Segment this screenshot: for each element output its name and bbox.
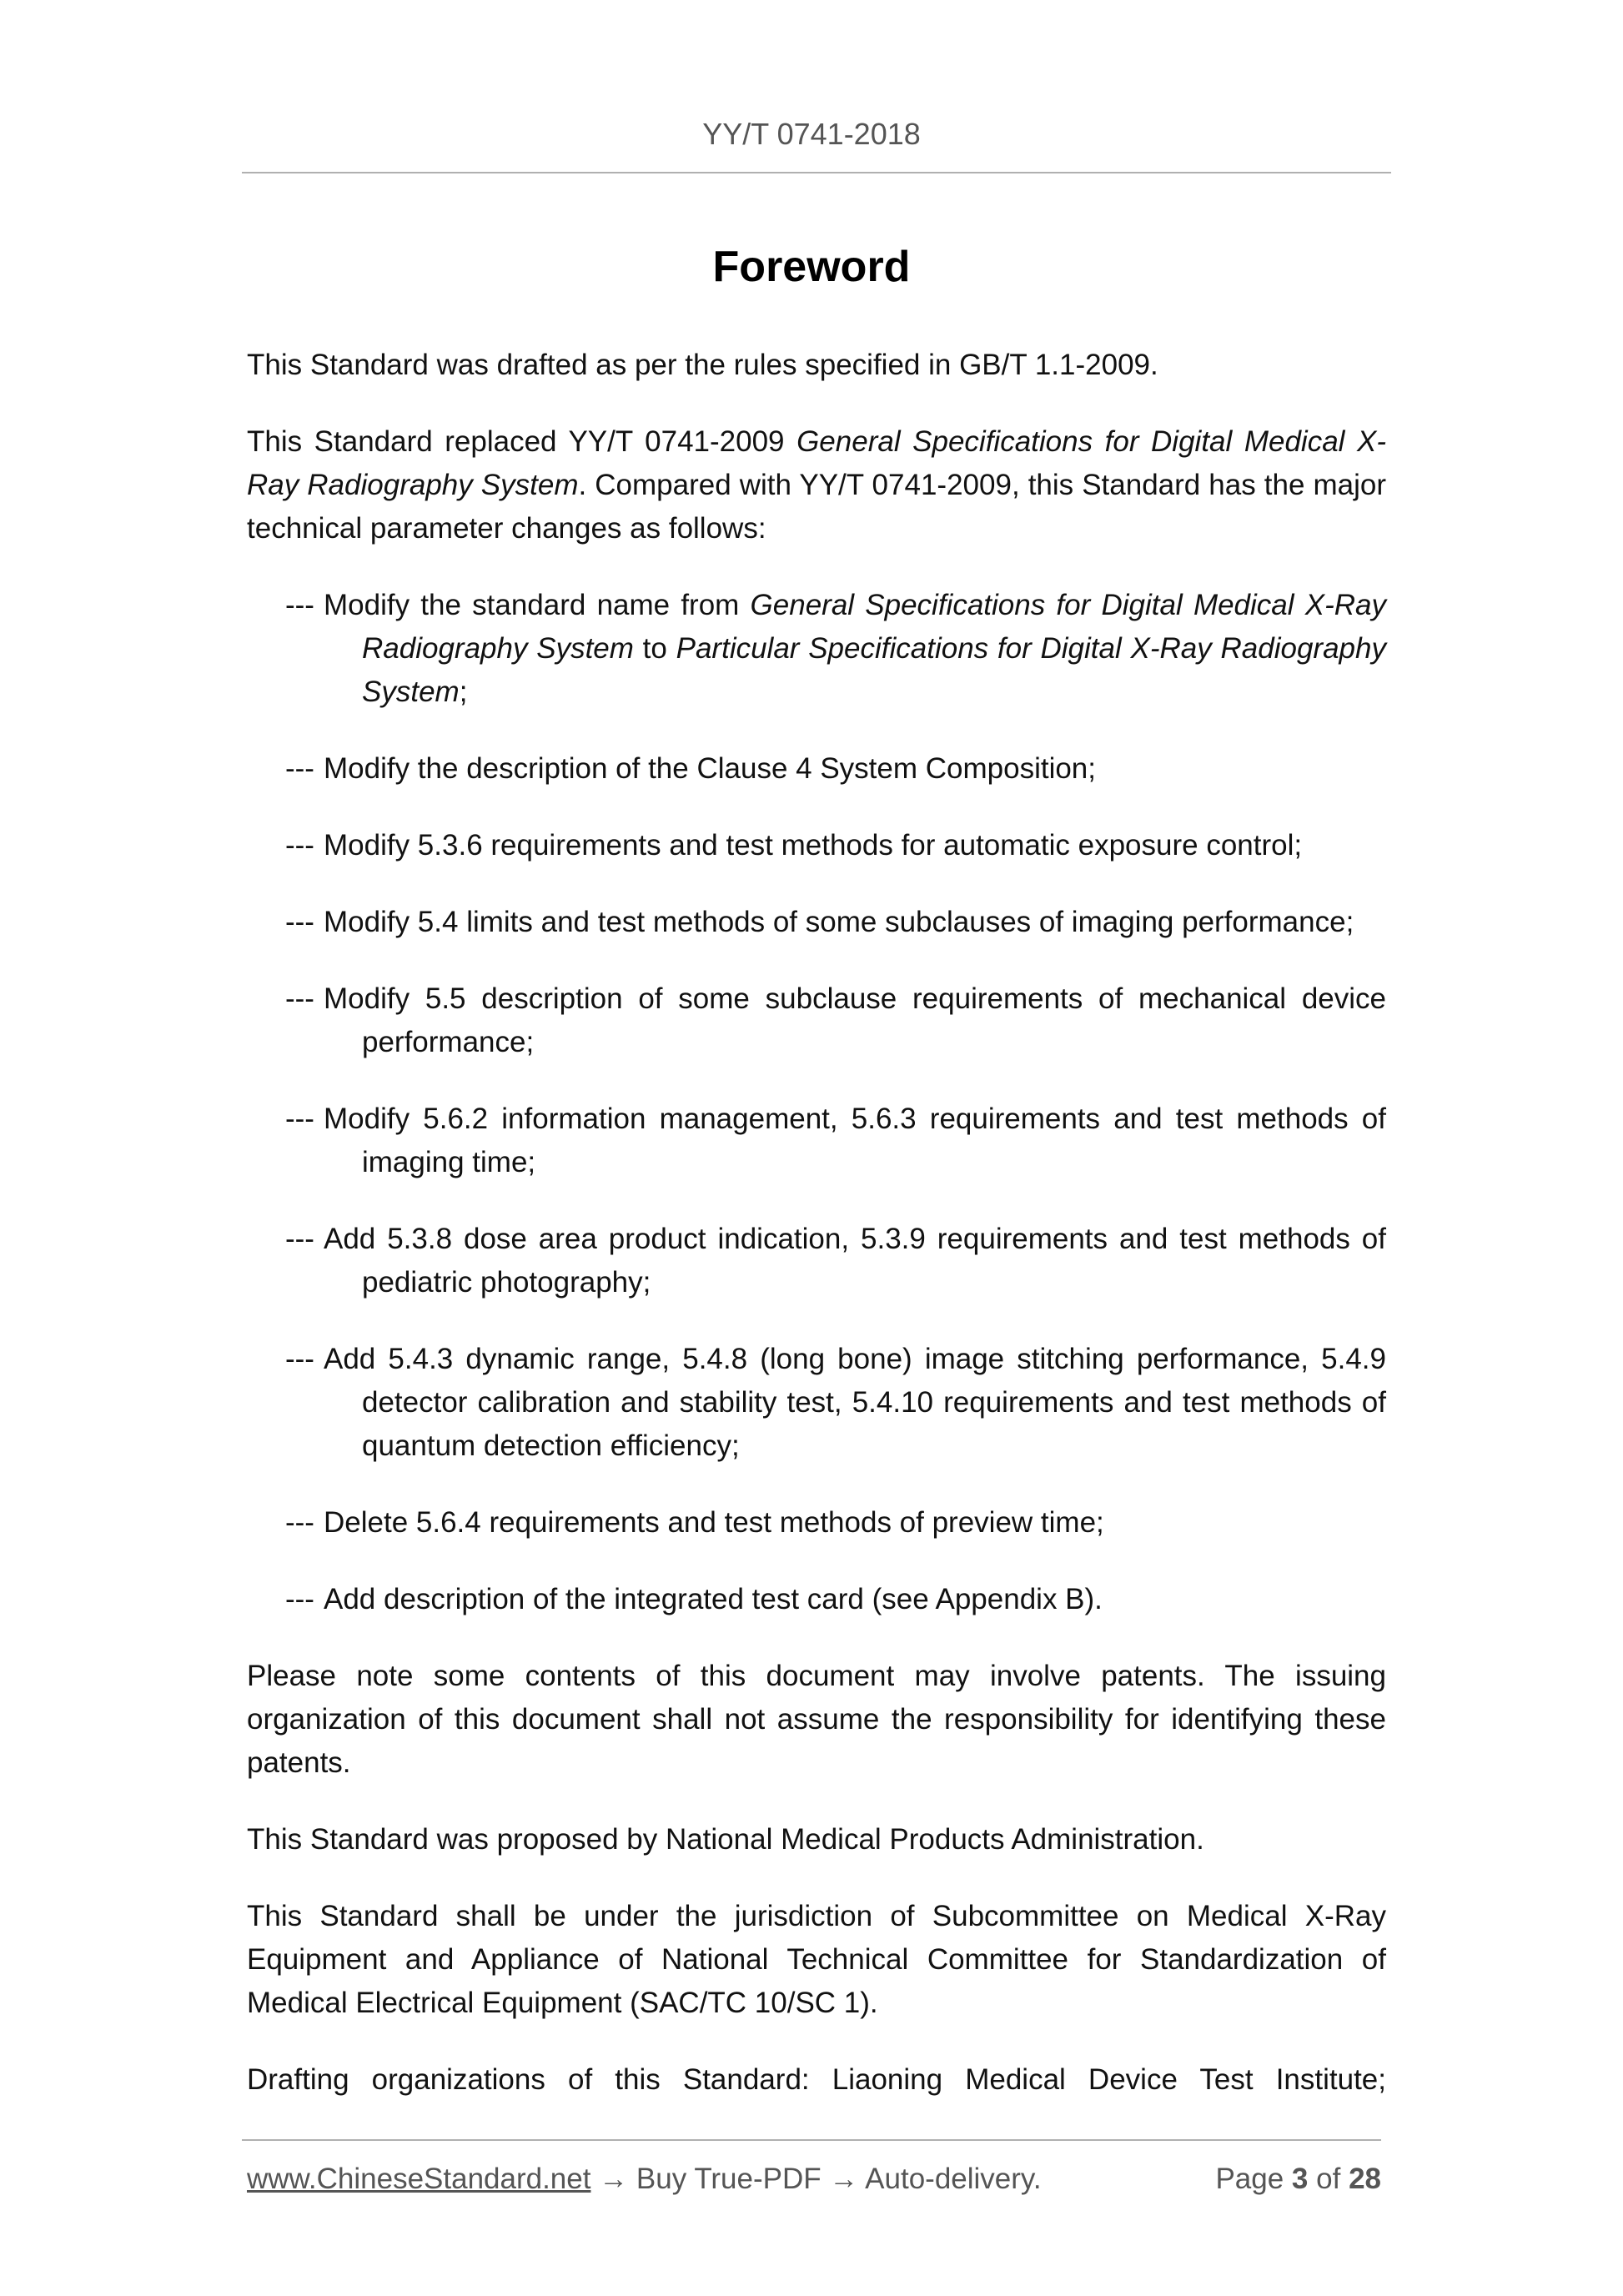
paragraph-proposed-by — [247, 1818, 1386, 1861]
paragraph-replaced-standard — [247, 420, 1386, 550]
footer-divider — [242, 2139, 1381, 2141]
dash-marker: --- — [285, 1506, 314, 1539]
list-item — [285, 901, 1386, 944]
paragraph-jurisdiction — [247, 1895, 1386, 2025]
list-item-text: Add 5.3.8 dose area product indication, 5.3.9 requirements and test methods of pediatric photography; — [324, 1223, 1386, 1299]
document-code-header: YY/T 0741-2018 — [702, 117, 921, 151]
paragraph-patents-notice — [247, 1655, 1386, 1785]
standard-title-italic: General Specifications for Digital Medical X-Ray Radiography System — [247, 425, 1386, 501]
list-item — [285, 1218, 1386, 1304]
paragraph-text: This Standard replaced YY/T 0741-2009 — [247, 425, 797, 458]
paragraph-text: Drafting organizations of this Standard: Liaoning Medical Device Test Institute; — [247, 2063, 1386, 2096]
paragraph-text: This Standard was drafted as per the rules specified in GB/T 1.1-2009. — [247, 349, 1158, 381]
list-item — [285, 824, 1386, 867]
list-item — [285, 1098, 1386, 1184]
old-standard-name: General Specifications for Digital Medical X-Ray Radiography System — [362, 589, 1386, 665]
list-item — [285, 1578, 1386, 1621]
page-total: 28 — [1349, 2163, 1381, 2195]
dash-marker: --- — [285, 1583, 314, 1615]
dash-marker: --- — [285, 829, 314, 862]
list-item-text: Add description of the integrated test card (see Appendix B). — [324, 1583, 1103, 1615]
list-item — [285, 1501, 1386, 1545]
list-item — [285, 584, 1386, 714]
paragraph-drafting-rules — [247, 344, 1386, 387]
page-current: 3 — [1291, 2163, 1309, 2195]
list-item-text: Modify 5.3.6 requirements and test methods for automatic exposure control; — [324, 829, 1303, 862]
page-of: of — [1316, 2163, 1341, 2195]
paragraph-text: This Standard was proposed by National Medical Products Administration. — [247, 1823, 1204, 1856]
header-divider — [242, 172, 1391, 173]
list-item-text: Delete 5.6.4 requirements and test methods of preview time; — [324, 1506, 1104, 1539]
list-item — [285, 747, 1386, 791]
page-label: Page — [1215, 2163, 1284, 2195]
list-item-text: Modify 5.5 description of some subclause requirements of mechanical device performance; — [324, 982, 1386, 1058]
page-title: Foreword — [712, 243, 911, 291]
dash-marker: --- — [285, 1103, 314, 1135]
list-item-text: Modify the description of the Clause 4 System Composition; — [324, 752, 1096, 785]
list-item — [285, 1338, 1386, 1468]
dash-marker: --- — [285, 1343, 314, 1375]
footer-promo-text: → Buy True-PDF → Auto-delivery. — [590, 2163, 1042, 2195]
page-indicator — [1215, 2163, 1381, 2196]
website-link[interactable]: www.ChineseStandard.net — [247, 2163, 591, 2195]
paragraph-text: This Standard shall be under the jurisdiction of Subcommittee on Medical X-Ray Equipment and Appliance of National Technical Committee for Standardization of Medical Electrical Equipment (SAC/TC 10/SC 1). — [247, 1900, 1386, 2019]
list-item-text: Modify 5.6.2 information management, 5.6.3 requirements and test methods of imaging time; — [324, 1103, 1386, 1178]
dash-marker: --- — [285, 982, 314, 1015]
dash-marker: --- — [285, 1223, 314, 1255]
paragraph-drafting-organizations — [247, 2058, 1386, 2102]
list-item-text: Modify the standard name from — [324, 589, 751, 621]
list-item-text: Modify 5.4 limits and test methods of some subclauses of imaging performance; — [324, 906, 1354, 938]
document-body — [247, 344, 1386, 2135]
dash-marker: --- — [285, 752, 314, 785]
dash-marker: --- — [285, 589, 314, 621]
list-item-text: Add 5.4.3 dynamic range, 5.4.8 (long bone) image stitching performance, 5.4.9 detector calibration and stability test, 5.4.10 requirements and test methods of quantum detection efficiency; — [324, 1343, 1386, 1462]
list-item — [285, 977, 1386, 1064]
page-footer — [247, 2163, 1381, 2196]
list-item-text: to — [633, 632, 676, 665]
changes-list — [247, 584, 1386, 1621]
paragraph-text: Please note some contents of this document may involve patents. The issuing organization of this document shall not assume the responsibility for identifying these patents. — [247, 1660, 1386, 1779]
dash-marker: --- — [285, 906, 314, 938]
new-standard-name: Particular Specifications for Digital X-Ray Radiography System — [362, 632, 1386, 708]
list-item-text: ; — [459, 676, 468, 708]
paragraph-text: . Compared with YY/T 0741-2009, this Standard has the major technical parameter changes as follows: — [247, 469, 1386, 545]
